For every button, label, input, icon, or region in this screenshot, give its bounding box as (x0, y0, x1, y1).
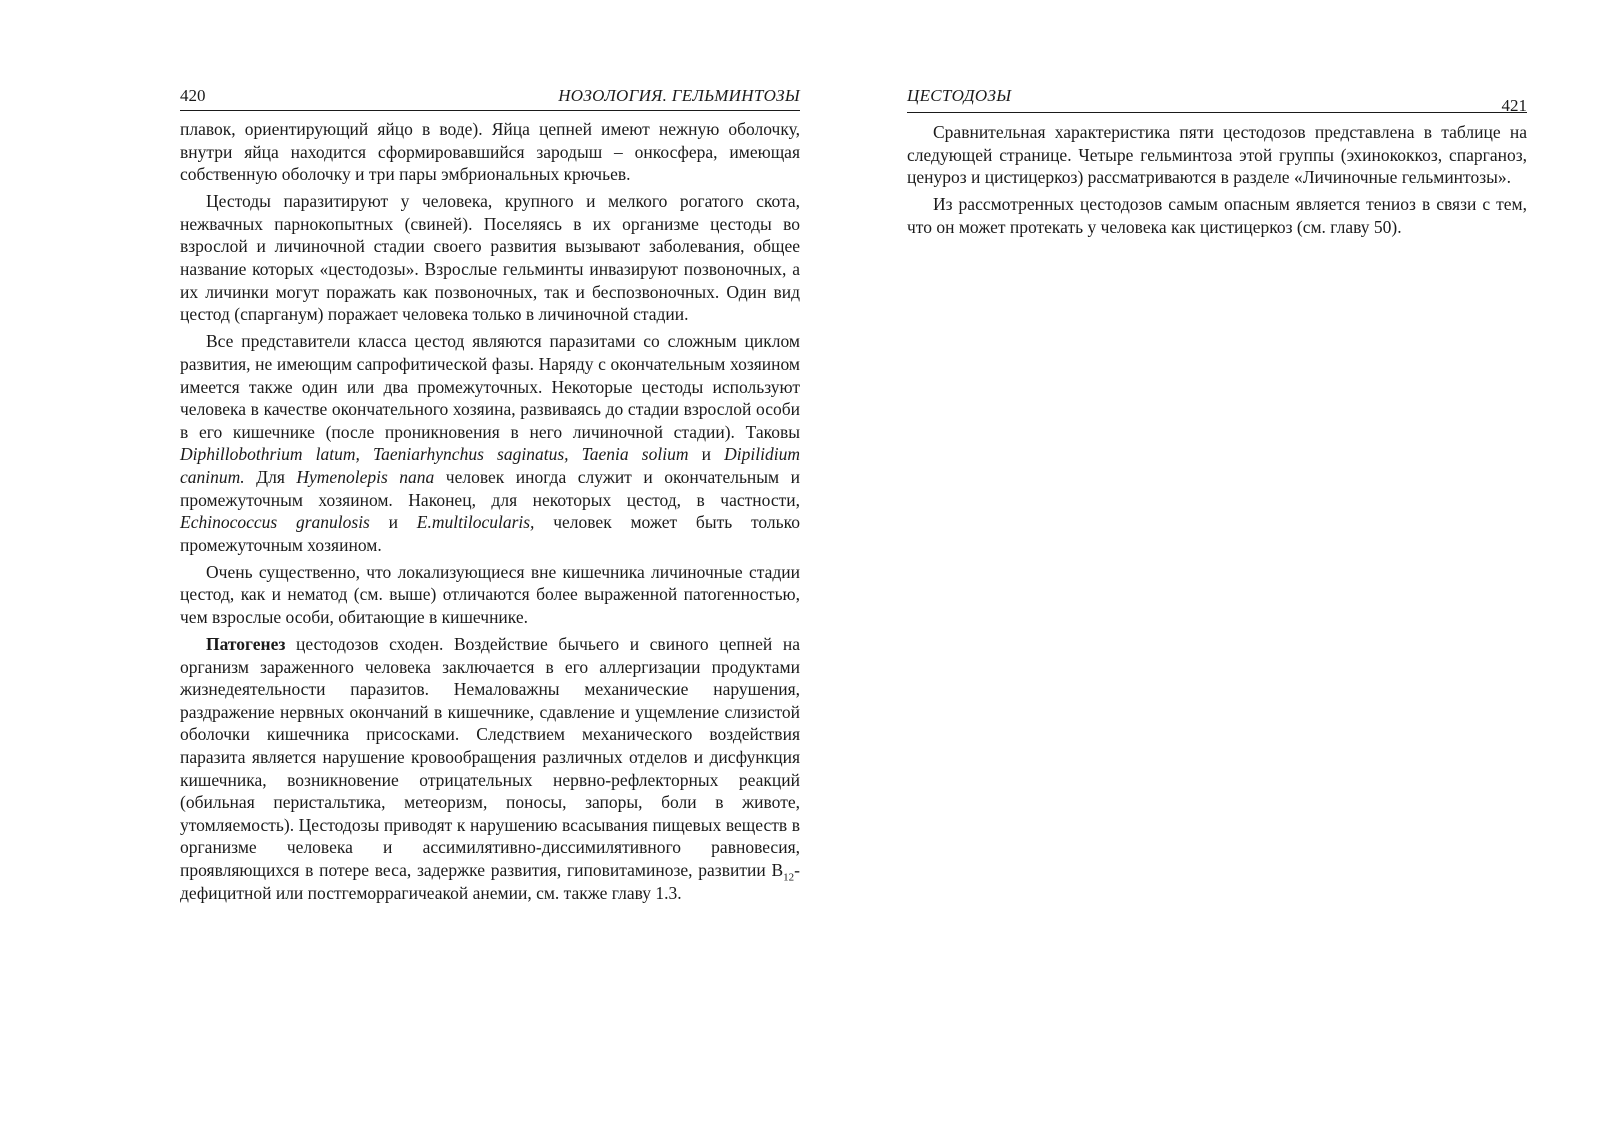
text-run: -дефицитной или постгеморрагичеакой анемии, см. также главу 1.3. (180, 860, 800, 903)
paragraph: Цестоды паразитируют у человека, крупного и мелкого рогатого скота, нежвачных парнокопытных (свиней). Поселяясь в их организме цестоды во взрослой и личиночной стадии своего развития вызывают заболевания, общее название которых «цестодозы». Взрослые гельминты инвазируют позвоночных, а их личинки могут поражать как позвоночных, так и беспозвоночных. Один вид цестод (спарганум) поражает человека только в личиночной стадии. (180, 191, 800, 325)
subscript: 12 (783, 871, 795, 884)
paragraph: Очень существенно, что локализующиеся вне кишечника личиночные стадии цестод, как и нематод (см. выше) отличаются более выраженной патогенностью, чем взрослые особи, обитающие в кишечнике. (180, 561, 800, 627)
left-page-body (180, 118, 800, 909)
left-page (180, 0, 800, 1141)
paragraph: Из рассмотренных цестодозов самым опасным является тениоз в связи с тем, что он может протекать у человека как цистицеркоз (см. главу 50). (907, 194, 1527, 237)
text-run: человек иногда служит и окончательным и промежуточным хозяином. Наконец, для некоторых цестод, в частности, (180, 466, 800, 510)
text-run: человек может быть только промежуточным хозяином. (180, 512, 800, 555)
paragraph (180, 633, 800, 904)
running-head-left: НОЗОЛОГИЯ. ГЕЛЬМИНТОЗЫ (558, 86, 800, 105)
paragraph: плавок, ориентирующий яйцо в воде). Яйца цепней имеют нежную оболочку, внутри яйца находится сформировавшийся зародыш – онкосфера, имеющая собственную оболочку и три пары эмбриональных крючьев. (180, 119, 800, 185)
species-name: Echinococcus granulosis (180, 512, 370, 533)
page-number-left: 420 (180, 86, 206, 105)
page-number-right: 421 (1501, 96, 1527, 115)
text-run: Для (244, 466, 297, 487)
text-run: цестодозов сходен. Воздействие бычьего и свиного цепней на организм зараженного человека заключается в его аллергизации продуктами жизнедеятельности паразитов. Немаловажны механические нарушения, раздражение нервных окончаний в кишечнике, сдавление и ущемление слизистой оболочки кишечника присосками. Следствием механического воздействия паразита является нарушение кровообращения различных отделов и дисфункция кишечника, возникновение отрицательных нервно-рефлекторных реакций (обильная перистальтика, метеоризм, поносы, запоры, боли в животе, утомляемость). Цестодозы приводят к нарушению всасывания пищевых веществ в организме человека и ассимилятивно-диссимилятивного равновесия, проявляющихся в потере веса, задержке развития, гиповитаминозе, развитии B (180, 634, 800, 880)
species-name: Hymenolepis nana (296, 466, 435, 487)
paragraph: Сравнительная характеристика пяти цестодозов представлена в таблице на следующей странице. Четыре гельминтоза этой группы (эхинококкоз, спарганоз, ценуроз и цистицеркоз) рассматриваются в разделе «Личиночные гельминтозы». (907, 122, 1527, 188)
species-name: Dipilidium caninum. (180, 444, 800, 487)
right-page (907, 0, 1527, 1141)
term-bold: Патогенез (206, 634, 286, 655)
text-run: Все представители класса цестод являются паразитами со сложным циклом развития, не имеющим сапрофитической фазы. Наряду с окончательным хозяином имеется также один или два промежуточных. Некоторые цестоды используют человека в качестве окончательного хозяина, развиваясь до стадии взрослой особи в его кишечнике (после проникновения в него личиночной стадии). Таковы (180, 331, 800, 442)
species-name: E.multilocularis, (416, 512, 535, 533)
paragraph (180, 330, 800, 556)
right-page-body (907, 121, 1527, 243)
text-run: и (369, 512, 417, 533)
running-head-right: ЦЕСТОДОЗЫ (907, 86, 1012, 105)
text-run: и (688, 444, 725, 465)
left-page-header (180, 86, 800, 111)
right-page-header (907, 86, 1527, 113)
species-name: Diphillobothrium latum, Taeniarhynchus saginatus, Taenia solium (180, 444, 689, 465)
